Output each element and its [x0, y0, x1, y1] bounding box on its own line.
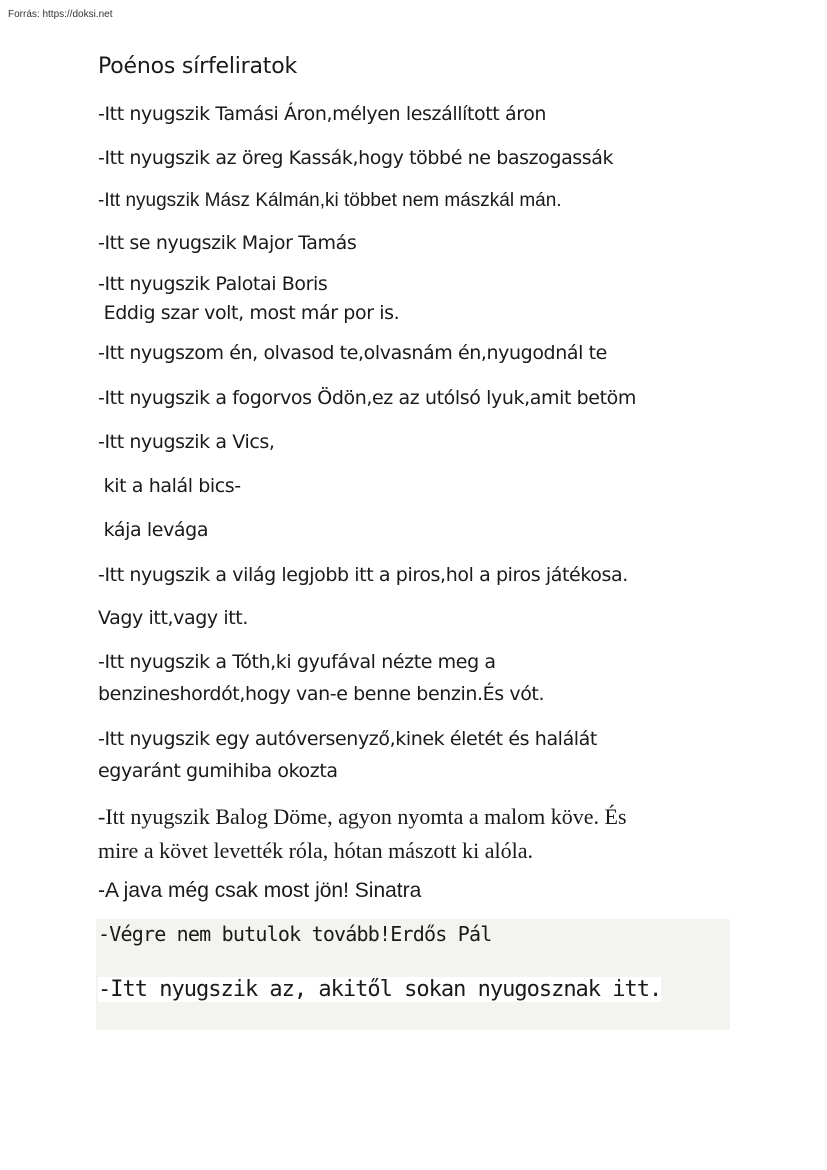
epitaph-line: -Itt nyugszik Tamási Áron,mélyen leszállított áron — [98, 103, 547, 125]
epitaph-line: -Itt nyugszik a fogorvos Ödön,ez az utólsó lyuk,amit betöm — [98, 387, 636, 409]
epitaph-line: -Itt nyugszom én, olvasod te,olvasnám én,nyugodnál te — [98, 342, 607, 364]
epitaph-line: Vagy itt,vagy itt. — [98, 607, 248, 629]
epitaph-line — [98, 977, 661, 1002]
epitaph-line: egyaránt gumihiba okozta — [98, 760, 338, 782]
highlighted-text: -Itt nyugszik az, akitől sokan nyugosznak itt. — [98, 977, 662, 1002]
epitaph-line: -Itt nyugszik egy autóversenyző,kinek életét és halálát — [98, 728, 597, 750]
epitaph-line: -Itt nyugszik Mász Kálmán,ki többet nem mászkál mán. — [98, 190, 562, 211]
epitaph-line: -Itt nyugszik az öreg Kassák,hogy többé ne baszogassák — [98, 147, 614, 169]
epitaph-line: -A java még csak most jön! Sinatra — [98, 879, 422, 902]
page-title: Poénos sírfeliratok — [98, 54, 298, 79]
epitaph-line: -Végre nem butulok tovább!Erdős Pál — [98, 922, 492, 946]
epitaph-line: kit a halál bics- — [98, 475, 241, 497]
epitaph-line: Eddig szar volt, most már por is. — [98, 302, 400, 324]
epitaph-line: -Itt nyugszik a világ legjobb itt a piros,hol a piros játékosa. — [98, 564, 628, 586]
epitaph-line: -Itt nyugszik Palotai Boris — [98, 273, 328, 295]
epitaph-line: -Itt nyugszik Balog Döme, agyon nyomta a malom köve. És — [98, 804, 627, 829]
epitaph-line: mire a követ levették róla, hótan mászott ki alóla. — [98, 838, 533, 863]
epitaph-line: -Itt se nyugszik Major Tamás — [98, 232, 357, 254]
epitaph-line: kája levága — [98, 519, 209, 541]
epitaph-line: -Itt nyugszik a Tóth,ki gyufával nézte meg a — [98, 651, 496, 673]
source-url: Forrás: https://doksi.net — [8, 9, 113, 20]
epitaph-line: -Itt nyugszik a Vics, — [98, 431, 275, 453]
epitaph-line: benzineshordót,hogy van-e benne benzin.És vót. — [98, 683, 545, 705]
